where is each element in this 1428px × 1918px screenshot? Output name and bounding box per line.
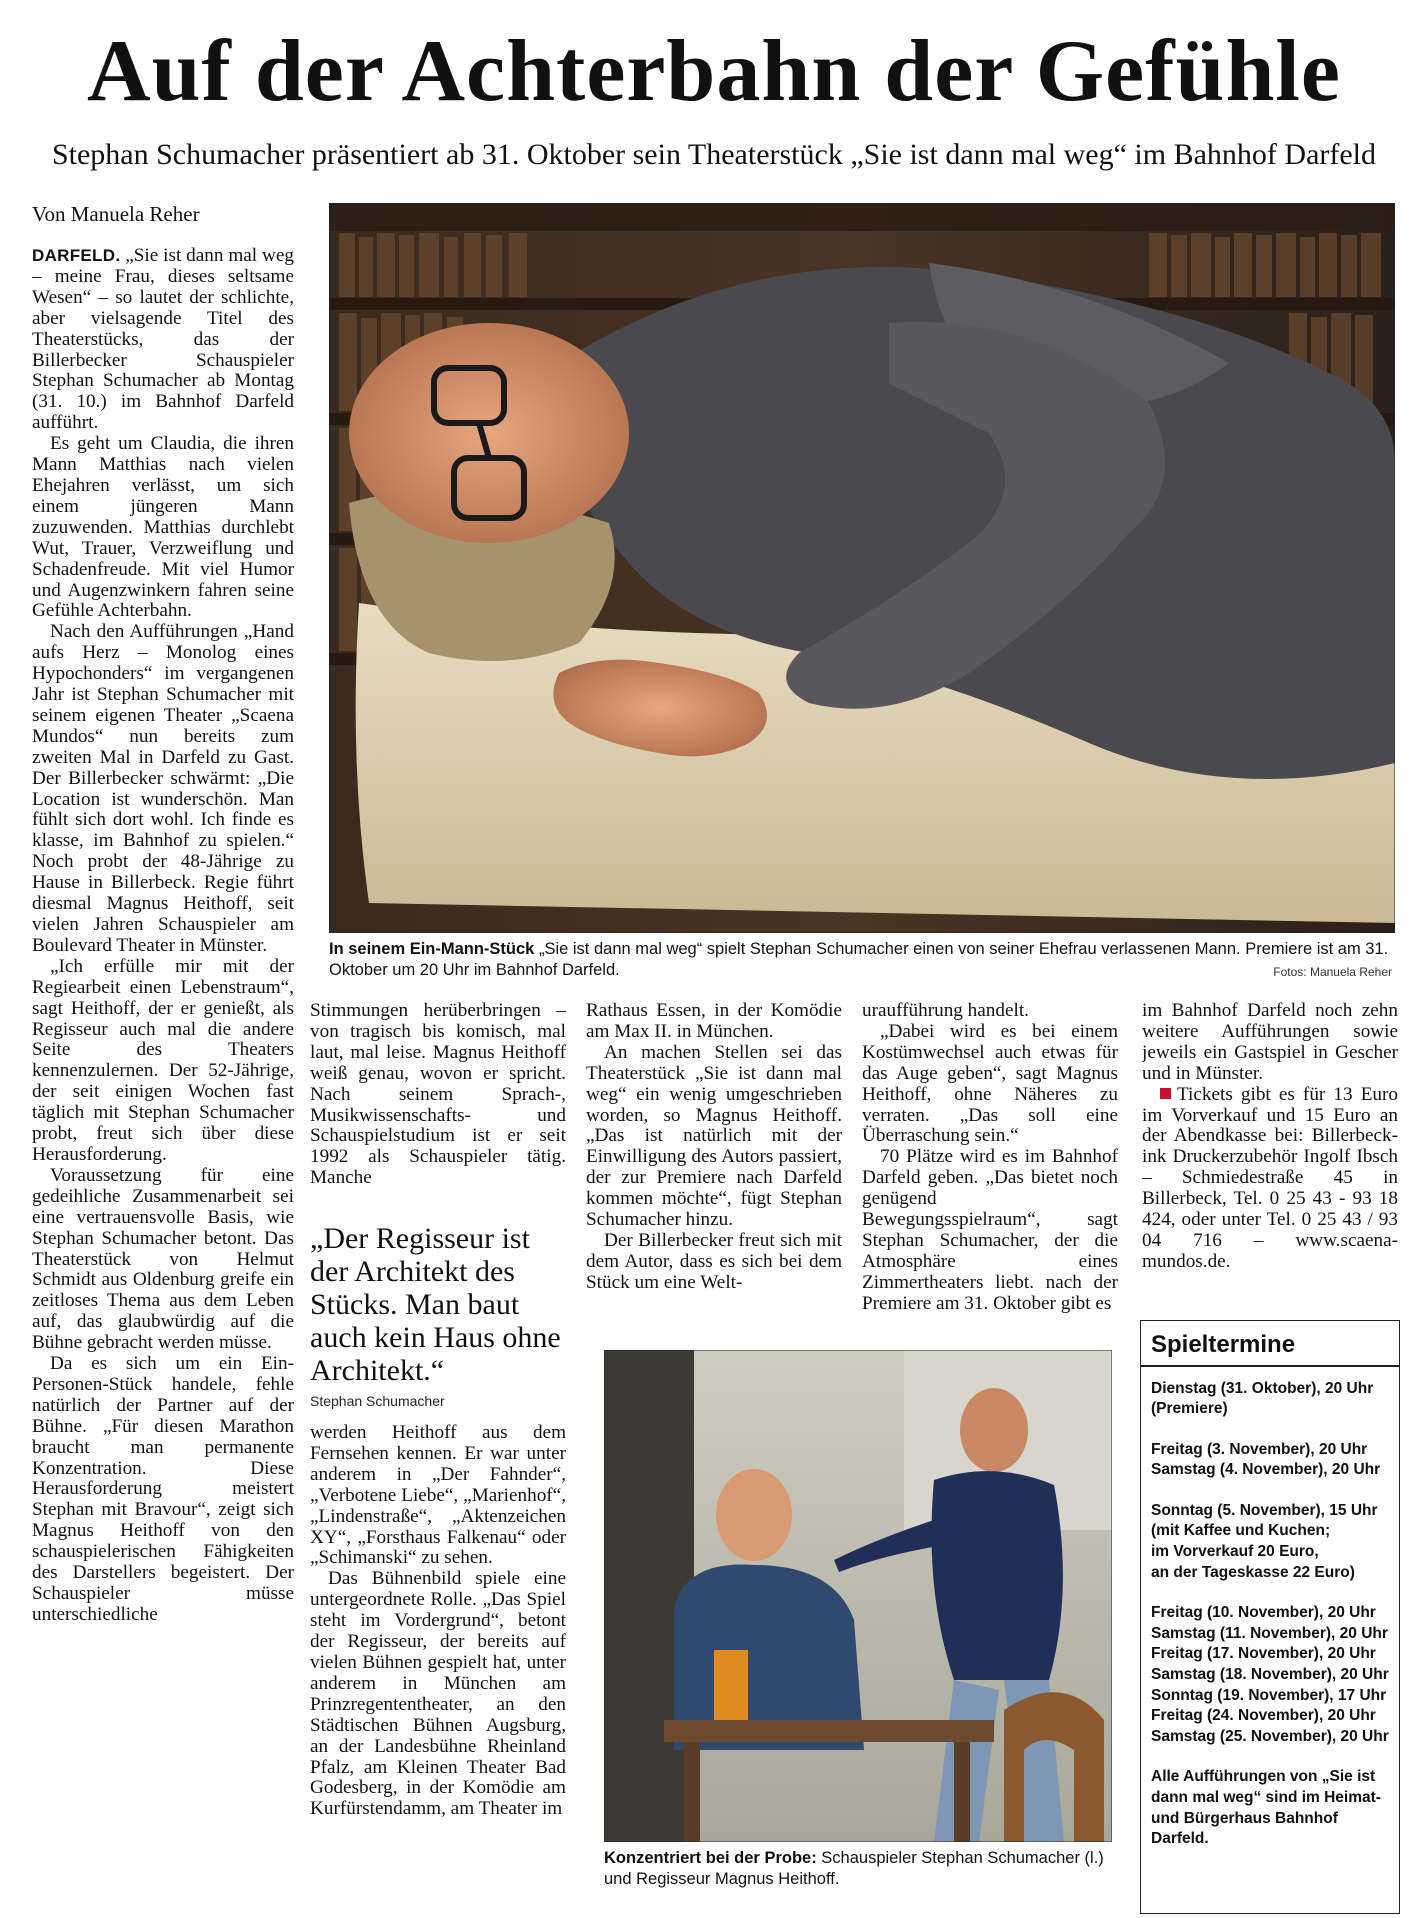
date-entry: Samstag (4. November), 20 Uhr (1151, 1461, 1381, 1479)
spieltermine-box (1140, 1320, 1400, 1914)
paragraph: Da es sich um ein Ein-Personen-Stück handele, fehle natürlich der Partner auf der Bühne. „Für diesen Marathon braucht man permanente Konzentration. Diese Herausforderung meistert Stephan mit Bravour“, zeigt sich Magnus Heithoff von den schauspielerischen Fähigkeiten des Darstellers begeistert. Der Schauspieler müsse unterschiedliche (32, 1353, 294, 1625)
paragraph: Das Bühnenbild spiele eine untergeordnete Rolle. „Das Spiel steht im Vordergrund“, betont der Regisseur, der bereits auf vielen Bühnen gespielt hat, unter anderem in München am Prinzregententheater, an den Städtischen Bühnen Augsburg, an der Landesbühne Rheinland Pfalz, am Kleinen Theater Bad Godesberg, in der Komödie am Kurfürstendamm, am Theater im (310, 1568, 566, 1820)
paragraph: Voraussetzung für eine gedeihliche Zusammenarbeit sei eine vertrauensvolle Basis, wie Stephan Schumacher betont. Das Theaterstück von Helmut Schmidt aus Oldenburg greife ein zeitloses Thema aus dem Leben auf, das glaubwürdig auf die Bühne gebracht werden müsse. (32, 1164, 294, 1354)
date-entry: Sonntag (5. November), 15 Uhr (1151, 1501, 1378, 1519)
photo-caption-2 (604, 1848, 1116, 1890)
paragraph: „Ich erfülle mir mit der Regiearbeit einen Lebenstraum“, sagt Heithoff, der er genießt, als Regisseur auch mal die andere Seite des Theaters kennenzulernen. Der 52-Jährige, der seit einigen Wochen fast täglich mit Stephan Schumacher probt, freut sich über diese Herausforderung. (32, 955, 294, 1165)
pull-quote-text: „Der Regisseur ist der Architekt des Stücks. Man baut auch kein Haus ohne Architekt.“ (310, 1222, 561, 1387)
date-entry: (Premiere) (1151, 1400, 1228, 1418)
paragraph: Stimmungen herüberbringen – von tragisch bis komisch, mal laut, mal leise. Magnus Heithoff weiß genau, wovon er spricht. Nach seinem Sprach-, Musikwissenschafts- und Schauspielstudium ist er seit 1992 als Schauspieler tätig. Manche (310, 1001, 566, 1189)
date-entry: Samstag (25. November), 20 Uhr (1151, 1727, 1389, 1745)
article-column-2-bottom (310, 1423, 566, 1913)
caption-text: Schauspieler Stephan Schumacher (l.) und Regisseur Magnus Heithoff. (604, 1849, 1104, 1888)
date-entry: Sonntag (19. November), 17 Uhr (1151, 1686, 1387, 1704)
subheadline: Stephan Schumacher präsentiert ab 31. Oktober sein Theaterstück „Sie ist dann mal weg“ im Bahnhof Darfeld (51, 138, 1377, 171)
article-column-4 (862, 1001, 1118, 1341)
date-entry: Samstag (18. November), 20 Uhr (1151, 1666, 1389, 1684)
photo-actor-lying-image (329, 203, 1395, 933)
caption-lead: Konzentriert bei der Probe: (604, 1849, 817, 1867)
tickets-paragraph: Tickets gibt es für 13 Euro im Vorverkauf und 15 Euro an der Abendkasse bei: Billerbeck-ink Druckerzubehör Ingolf Ibsch – Schmiedestraße 45 in Billerbeck, Tel. 0 25 43 - 93 18 424, oder unter Tel. 0 25 43 / 93 04 716 – www.scaena-mundos.de. (1142, 1083, 1398, 1272)
date-entry: Dienstag (31. Oktober), 20 Uhr (1151, 1379, 1374, 1397)
paragraph: 70 Plätze wird es im Bahnhof Darfeld geben. „Das bietet noch genügend Bewegungsspielraum“, sagt Stephan Schumacher, der die Atmosphäre eines Zimmertheaters liebt. nach der Premiere am 31. Oktober gibt es (862, 1146, 1118, 1314)
paragraph: uraufführung handelt. (862, 1001, 1029, 1021)
photo-actor-lying (329, 203, 1395, 933)
date-entry: Freitag (24. November), 20 Uhr (1151, 1707, 1376, 1725)
article-column-2-top (310, 1001, 566, 1221)
article-column-5 (1142, 1001, 1398, 1301)
byline: Von Manuela Reher (32, 202, 200, 226)
paragraph: Es geht um Claudia, die ihren Mann Matthias nach vielen Ehejahren verlässt, um sich einem jüngeren Mann zuzuwenden. Matthias durchlebt Wut, Trauer, Verzweiflung und Schadenfreude. Mit viel Humor und Augenzwinkern fahren seine Gefühle Achterbahn. (32, 433, 294, 622)
pull-quote (310, 1222, 566, 1409)
date-entry: an der Tageskasse 22 Euro) (1151, 1563, 1355, 1581)
paragraph: Nach den Aufführungen „Hand aufs Herz – Monolog eines Hypochonders“ im vergangenen Jahr ist Stephan Schumacher mit seinem eigenen Theater „Scaena Mundos“ nun bereits zum zweiten Mal in Darfeld zu Gast. Der Billerbecker schwärmt: „Die Location ist wunderschön. Man fühlt sich dort wohl. Ich finde es klasse, im Bahnhof zu spielen.“ Noch probt der 48-Jährige zu Hause in Billerbeck. Regie führt diesmal Magnus Heithoff, seit vielen Jahren Schauspieler am Boulevard Theater in Münster. (32, 621, 294, 956)
square-bullet-icon (1160, 1088, 1171, 1099)
paragraph: An machen Stellen sei das Theaterstück „Sie ist dann mal weg“ ein wenig umgeschrieben worden, so Magnus Heithoff. „Das ist natürlich mit der Einwilligung des Autors passiert, der zur Premiere nach Darfeld kommen möchte“, fügt Stephan Schumacher hinzu. (586, 1041, 842, 1231)
pull-quote-source: Stephan Schumacher (310, 1393, 445, 1409)
photo-rehearsal-image (604, 1350, 1112, 1842)
photo-rehearsal (604, 1350, 1112, 1842)
photo-credit: Fotos: Manuela Reher (1273, 965, 1392, 979)
paragraph: im Bahnhof Darfeld noch zehn weitere Aufführungen sowie jeweils ein Gastspiel in Gescher und in Münster. (1142, 1001, 1398, 1084)
article-column-3 (586, 1001, 842, 1341)
date-entry: Freitag (17. November), 20 Uhr (1151, 1645, 1376, 1663)
article-column-1 (32, 246, 294, 1912)
date-entry: im Vorverkauf 20 Euro, (1151, 1543, 1319, 1561)
caption-text: „Sie ist dann mal weg“ spielt Stephan Schumacher einen von seiner Ehefrau verlassenen Mann. Premiere ist am 31. Oktober um 20 Uhr im Bahnhof Darfeld. (329, 940, 1389, 979)
date-entry: Freitag (3. November), 20 Uhr (1151, 1440, 1368, 1458)
date-entry: Freitag (10. November), 20 Uhr (1151, 1604, 1376, 1622)
caption-lead: In seinem Ein-Mann-Stück (329, 940, 535, 958)
date-entry: (mit Kaffee und Kuchen; (1151, 1522, 1331, 1540)
headline: Auf der Achterbahn der Gefühle (87, 23, 1341, 120)
paragraph: „Dabei wird es bei einem Kostümwechsel auch etwas für das Auge geben“, sagt Magnus Heithoff, ohne Näheres zu verraten. „Das soll eine Überraschung sein.“ (862, 1020, 1118, 1147)
dateline: DARFELD. (32, 246, 121, 265)
paragraph: werden Heithoff aus dem Fernsehen kennen. Er war unter anderem in „Der Fahnder“, „Verbotene Liebe“, „Marienhof“, „Lindenstraße“, „Aktenzeichen XY“, „Forsthaus Falkenau“ oder „Schimanski“ zu sehen. (310, 1423, 566, 1569)
box-title: Spieltermine (1151, 1331, 1296, 1358)
paragraph: Rathaus Essen, in der Komödie am Max II. in München. (586, 1001, 842, 1042)
date-entry: Samstag (11. November), 20 Uhr (1151, 1624, 1388, 1642)
box-body (1141, 1379, 1399, 1850)
box-footer: Alle Aufführungen von „Sie ist dann mal weg“ sind im Heimat- und Bürgerhaus Bahnhof Darfeld. (1151, 1768, 1381, 1848)
box-divider (1141, 1365, 1399, 1367)
paragraph: DARFELD. „Sie ist dann mal weg – meine Frau, dieses seltsame Wesen“ – so lautet der schlichte, aber vielsagende Titel des Theaterstücks, das der Billerbecker Schauspieler Stephan Schumacher ab Montag (31. 10.) im Bahnhof Darfeld aufführt. (32, 246, 294, 434)
paragraph: Der Billerbecker freut sich mit dem Autor, dass es sich bei dem Stück um eine Welt- (586, 1229, 842, 1293)
